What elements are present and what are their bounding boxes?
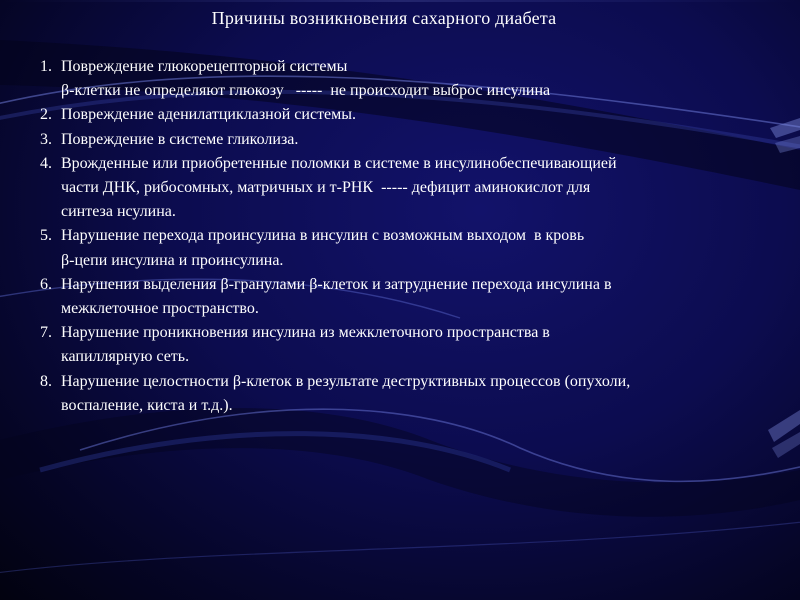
list-item-line: Повреждение аденилатциклазной системы.: [61, 106, 357, 124]
list-item-number: 6.: [40, 275, 52, 293]
list-item-line: Нарушения выделения β-гранулами β-клеток и затруднение перехода инсулина в: [61, 275, 612, 293]
list-item-line: Повреждение в системе гликолиза.: [61, 130, 299, 148]
list-item-line: Нарушение перехода проинсулина в инсулин с возможным выходом в кровь: [61, 227, 585, 245]
list-item-line: Нарушение проникновения инсулина из межклеточного пространства в: [61, 324, 550, 342]
list-item: [40, 321, 770, 369]
list-item: [40, 370, 770, 418]
list-item-number: 1.: [40, 58, 52, 75]
list-item-number: 4.: [40, 154, 52, 172]
list-item-line: синтеза нсулина.: [61, 203, 176, 221]
list-item-line: β-цепи инсулина и проинсулина.: [61, 251, 284, 269]
list-item-number: 5.: [40, 227, 52, 245]
list-item-line: Нарушение целостности β-клеток в результате деструктивных процессов (опухоли,: [61, 372, 631, 390]
list-item-number: 3.: [40, 130, 52, 148]
causes-list: [40, 55, 770, 418]
slide-title: Причины возникновения сахарного диабета: [211, 8, 557, 28]
list-item-line: Врожденные или приобретенные поломки в системе в инсулинобеспечивающией: [61, 154, 617, 172]
list-item: [40, 224, 770, 272]
list-item: [40, 273, 770, 321]
list-item: [40, 128, 770, 152]
list-item-number: 2.: [40, 106, 52, 124]
list-item-line: β-клетки не определяют глюкозу ----- не происходит выброс инсулина: [61, 82, 551, 100]
list-item-line: капиллярную сеть.: [61, 348, 190, 366]
list-item-line: межклеточное пространство.: [61, 300, 259, 318]
list-item-line: Повреждение глюкорецепторной системы: [61, 58, 348, 75]
list-item-line: воспаление, киста и т.д.).: [61, 396, 233, 414]
list-item: [40, 152, 770, 225]
list-item-number: 7.: [40, 324, 52, 342]
list-item: [40, 55, 770, 103]
list-item-number: 8.: [40, 372, 52, 390]
list-item: [40, 103, 770, 127]
list-item-line: части ДНК, рибосомных, матричных и т-РНК ----- дефицит аминокислот для: [61, 179, 591, 197]
